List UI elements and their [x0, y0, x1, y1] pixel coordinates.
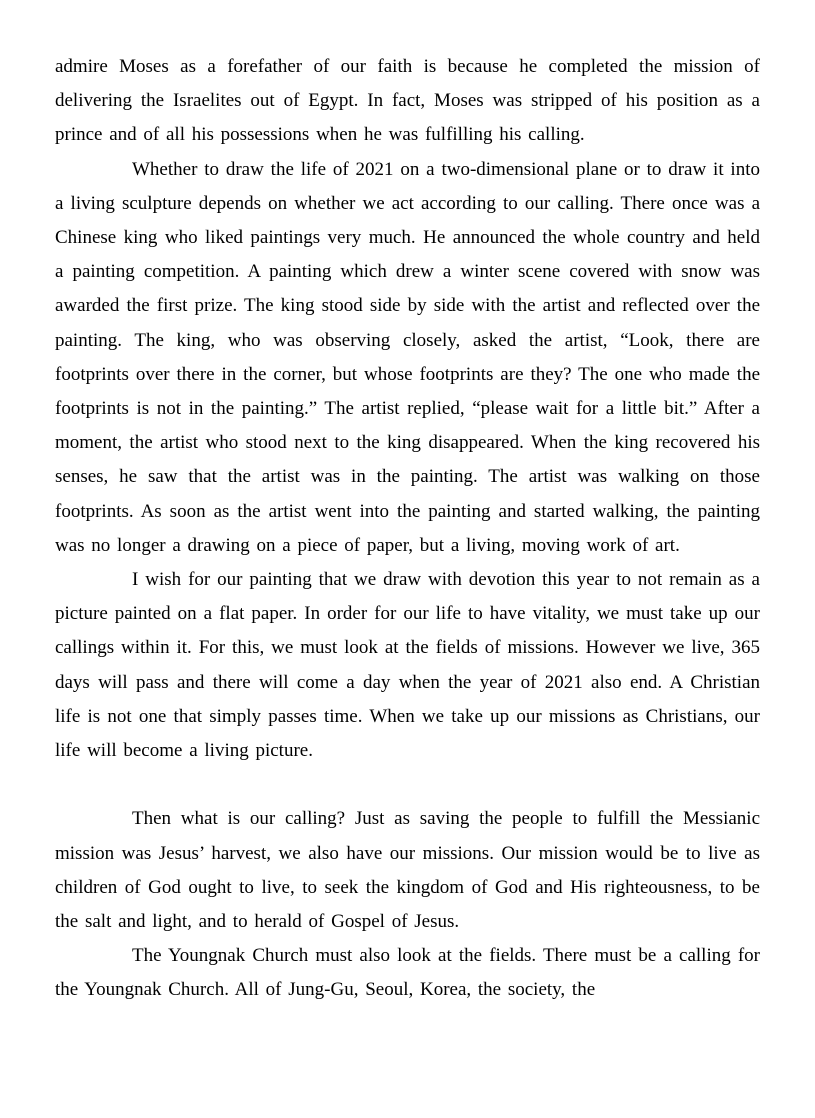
paragraph-spacer	[55, 768, 760, 802]
paragraph-youngnak-church: The Youngnak Church must also look at the fields. There must be a calling for the Youngnak Church. All of Jung-Gu, Seoul, Korea, the society, the	[55, 945, 760, 1001]
document-page	[55, 50, 760, 1008]
paragraph-our-calling: Then what is our calling? Just as saving the people to fulfill the Messianic mission was Jesus’ harvest, we also have our missions. Our mission would be to live as children of God ought to live, to seek the kingdom of God and His righteousness, to be the salt and light, and to herald of Gospel of Jesus.	[55, 808, 760, 933]
paragraph-living-picture: I wish for our painting that we draw with devotion this year to not remain as a picture painted on a flat paper. In order for our life to have vitality, we must take up our callings within it. For this, we must look at the fields of missions. However we live, 365 days will pass and there will come a day when the year of 2021 also end. A Christian life is not one that simply passes time. When we take up our missions as Christians, our life will become a living picture.	[55, 569, 760, 762]
paragraph-painting-story: Whether to draw the life of 2021 on a two-dimensional plane or to draw it into a living sculpture depends on whether we act according to our calling. There once was a Chinese king who liked paintings very much. He announced the whole country and held a painting competition. A painting which drew a winter scene covered with snow was awarded the first prize. The king stood side by side with the artist and reflected over the painting. The king, who was observing closely, asked the artist, “Look, there are footprints over there in the corner, but whose footprints are they? The one who made the footprints is not in the painting.” The artist replied, “please wait for a little bit.” After a moment, the artist who stood next to the king disappeared. When the king recovered his senses, he saw that the artist was in the painting. The artist was walking on those footprints. As soon as the artist went into the painting and started walking, the painting was no longer a drawing on a piece of paper, but a living, moving work of art.	[55, 158, 760, 556]
paragraph-continuation: admire Moses as a forefather of our faith is because he completed the mission of delivering the Israelites out of Egypt. In fact, Moses was stripped of his position as a prince and of all his possessions when he was fulfilling his calling.	[55, 56, 760, 146]
